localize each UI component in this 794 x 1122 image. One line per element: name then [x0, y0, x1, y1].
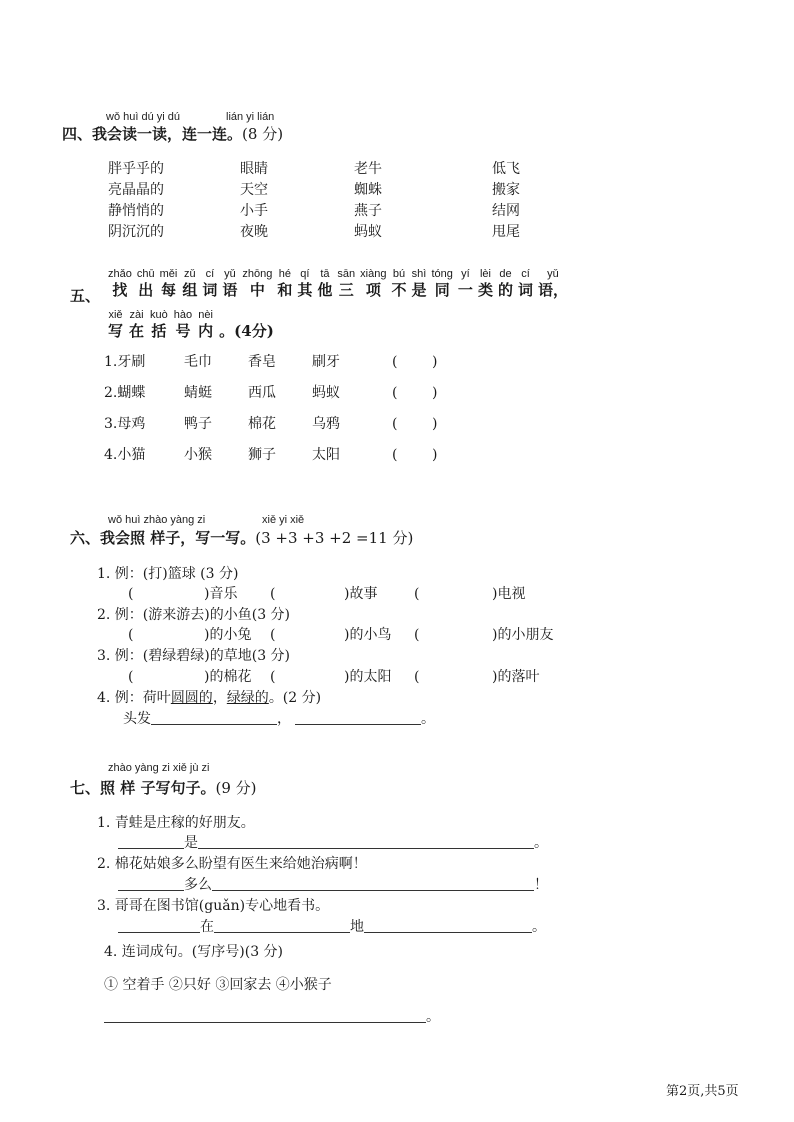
s5-ruby-char — [198, 309, 213, 340]
s6-q4-ex-pre: 4. 例：荷叶 — [97, 690, 171, 706]
s7-q4-blank[interactable] — [104, 1008, 426, 1023]
s5-ruby-char — [242, 268, 272, 299]
s5-answer-paren[interactable]: ) — [432, 447, 438, 463]
s5-ruby-pinyin: bú — [392, 268, 406, 280]
s5-ruby-hanzi: 写 — [108, 322, 124, 340]
s5-ruby-pinyin: yǔ — [547, 268, 559, 280]
s5-ruby-char — [360, 268, 386, 299]
s5-ruby-pinyin: cí — [205, 268, 215, 280]
s5-answer-paren[interactable]: ) — [432, 385, 438, 401]
s5-word: 狮子 — [248, 447, 276, 463]
s5-ruby-pinyin: zǔ — [184, 268, 196, 280]
s6-answer-paren[interactable]: ( — [128, 627, 134, 643]
s5-ruby-char — [538, 268, 568, 299]
s7-q1-end: 。 — [534, 835, 548, 851]
s5-answer-paren[interactable]: ) — [432, 354, 438, 370]
s5-ruby-hanzi: 语， — [537, 281, 568, 299]
s5-ruby-char — [411, 268, 426, 299]
s5-ruby-hanzi: 词 — [202, 281, 218, 299]
s5-ruby-pinyin: xiě — [108, 309, 123, 321]
s6-heading — [70, 528, 413, 548]
s5-ruby-char — [432, 268, 453, 299]
s5-title-tail-text: 。(4分) — [219, 322, 274, 340]
s5-ruby-pinyin: tā — [320, 268, 330, 280]
s5-ruby-pinyin: zài — [129, 309, 144, 321]
s4-word[interactable]: 低飞 — [492, 161, 520, 177]
s5-answer-paren[interactable]: ( — [392, 385, 398, 401]
s5-title-line2 — [108, 309, 274, 340]
s7-q4: 4. 连词成句。(写序号)(3 分) — [104, 944, 284, 960]
s5-answer-paren[interactable]: ) — [432, 416, 438, 432]
s5-word: 香皂 — [248, 354, 276, 370]
s4-word[interactable]: 结网 — [492, 203, 520, 219]
s5-ruby-char — [160, 268, 178, 299]
s5-ruby-pinyin: hào — [173, 309, 193, 321]
s5-ruby-char — [150, 309, 168, 340]
s7-q2-blank-2[interactable] — [212, 876, 534, 891]
s6-number: 六、 — [70, 529, 101, 547]
s5-word: 蜻蜓 — [184, 385, 212, 401]
s4-word[interactable]: 阴沉沉的 — [108, 224, 164, 240]
s6-answer-word: )的落叶 — [492, 669, 540, 685]
s5-ruby-hanzi: 括 — [151, 322, 167, 340]
s7-q1-blank-1[interactable] — [118, 834, 184, 849]
s5-word: 蚂蚁 — [312, 385, 340, 401]
s5-word: 4.小猫 — [104, 447, 146, 463]
s5-word: 3.母鸡 — [104, 416, 146, 432]
s7-q3-blank-3[interactable] — [364, 918, 532, 933]
s6-pinyin-2: xiě yi xiě — [262, 514, 305, 526]
s5-ruby-hanzi: 内 — [198, 322, 214, 340]
s6-title: 我会照 样子，写一写。 — [100, 529, 256, 547]
s6-q3-example: 3. 例：(碧绿碧绿)的草地(3 分) — [97, 648, 291, 664]
s7-q1-blank-2[interactable] — [198, 834, 534, 849]
s5-ruby-char — [458, 268, 473, 299]
s6-answer-paren[interactable]: ( — [270, 627, 276, 643]
s5-ruby-hanzi: 同 — [434, 281, 450, 299]
s5-ruby-hanzi: 他 — [317, 281, 333, 299]
s5-title-line1 — [108, 268, 573, 299]
s6-answer-paren[interactable]: ( — [414, 627, 420, 643]
s7-q1: 1. 青蛙是庄稼的好朋友。 — [97, 815, 255, 831]
s6-pinyin-1: wǒ huì zhào yàng zi — [108, 514, 206, 526]
s5-answer-paren[interactable]: ( — [392, 416, 398, 432]
s6-answer-paren[interactable]: ( — [414, 586, 420, 602]
s6-answer-word: )故事 — [344, 586, 378, 602]
s7-q4-answer — [104, 1008, 440, 1026]
s5-ruby-hanzi: 号 — [175, 322, 191, 340]
s5-ruby-hanzi: 组 — [182, 281, 198, 299]
s5-ruby-pinyin: kuò — [150, 309, 168, 321]
s4-word[interactable]: 蚂蚁 — [354, 224, 382, 240]
s5-ruby-char — [129, 309, 144, 340]
s5-ruby-hanzi: 三 — [338, 281, 354, 299]
s4-word[interactable]: 蜘蛛 — [354, 182, 382, 198]
s4-word[interactable]: 老牛 — [354, 161, 382, 177]
s6-answer-word: )的小兔 — [204, 627, 252, 643]
s5-ruby-char — [277, 268, 292, 299]
s5-word: 太阳 — [312, 447, 340, 463]
s4-heading — [62, 124, 283, 144]
s5-ruby-hanzi: 找 — [112, 281, 128, 299]
s5-ruby-char — [391, 268, 406, 299]
s4-word[interactable]: 夜晚 — [240, 224, 268, 240]
s4-word[interactable]: 甩尾 — [492, 224, 520, 240]
page-number: 第2页,共5页 — [666, 1084, 739, 1099]
s6-answer-word: )的小鸟 — [344, 627, 392, 643]
s5-ruby-char — [498, 268, 513, 299]
s5-ruby-pinyin: qí — [300, 268, 310, 280]
s5-ruby-hanzi: 每 — [160, 281, 176, 299]
s7-q3-blank-2[interactable] — [214, 918, 350, 933]
s4-word[interactable]: 静悄悄的 — [108, 203, 164, 219]
s5-ruby-char — [297, 268, 312, 299]
s5-ruby-char — [137, 268, 155, 299]
s6-answer-word: )的太阳 — [344, 669, 392, 685]
s5-ruby-hanzi: 语 — [222, 281, 238, 299]
s5-ruby-pinyin: hé — [278, 268, 291, 280]
s5-word: 棉花 — [248, 416, 276, 432]
s6-q4-answer — [123, 710, 435, 728]
s5-ruby-char — [478, 268, 493, 299]
s4-word[interactable]: 胖乎乎的 — [108, 161, 164, 177]
s6-answer-word: )的小朋友 — [492, 627, 554, 643]
s5-ruby-char — [202, 268, 217, 299]
s5-ruby-char — [182, 268, 197, 299]
s5-ruby-char — [222, 268, 237, 299]
s5-ruby-pinyin: lèi — [479, 268, 491, 280]
s7-q4-options: ① 空着手 ②只好 ③回家去 ④小猴子 — [104, 977, 332, 993]
s6-q4-sep: ， — [212, 690, 227, 706]
s4-word[interactable]: 天空 — [240, 182, 268, 198]
s7-score: (9 分) — [215, 779, 257, 797]
s6-answer-word: )电视 — [492, 586, 526, 602]
s5-ruby-pinyin: nèi — [198, 309, 213, 321]
s5-word: 刷牙 — [312, 354, 340, 370]
s4-pinyin-1: wǒ huì dú yi dú — [106, 111, 180, 123]
s5-ruby-char — [337, 268, 355, 299]
s6-q4-ex-post: 。(2 分) — [268, 690, 322, 706]
s5-word: 小猴 — [184, 447, 212, 463]
s5-ruby-pinyin: shì — [411, 268, 427, 280]
s7-heading — [70, 778, 257, 798]
s5-ruby-pinyin: tóng — [431, 268, 453, 280]
s6-answer-paren[interactable]: ( — [414, 669, 420, 685]
s4-score: (8 分) — [242, 125, 284, 143]
s7-q4-end: 。 — [426, 1009, 440, 1025]
s7-q3-end: 。 — [532, 919, 546, 935]
s6-q4-example — [97, 689, 321, 707]
s7-pinyin: zhào yàng zi xiě jù zi — [108, 762, 210, 774]
s6-answer-paren[interactable]: ( — [270, 586, 276, 602]
s5-ruby-hanzi: 其 — [297, 281, 313, 299]
s7-q2-answer — [118, 876, 548, 894]
s4-word[interactable]: 搬家 — [492, 182, 520, 198]
s5-ruby-char — [108, 309, 123, 340]
s5-ruby-pinyin: zhǎo — [108, 268, 132, 280]
s5-ruby-pinyin: xiàng — [360, 268, 387, 280]
s5-ruby-hanzi: 不 — [391, 281, 407, 299]
s5-ruby-char — [108, 268, 132, 299]
s6-answer-word: )音乐 — [204, 586, 238, 602]
s5-ruby-hanzi: 项 — [365, 281, 381, 299]
s7-q2-end: ！ — [534, 877, 548, 893]
s5-word: 2.蝴蝶 — [104, 385, 146, 401]
s7-q1-answer — [118, 834, 548, 852]
s7-title: 照 样 子写句子。 — [100, 779, 216, 797]
s5-word: 西瓜 — [248, 385, 276, 401]
s4-word[interactable]: 燕子 — [354, 203, 382, 219]
s5-ruby-hanzi: 词 — [517, 281, 533, 299]
s5-ruby-hanzi: 在 — [129, 322, 145, 340]
s6-q4-answer-pre: 头发 — [123, 711, 151, 727]
s5-ruby-pinyin: chū — [136, 268, 155, 280]
s6-q2-example: 2. 例：(游来游去)的小鱼(3 分) — [97, 607, 291, 623]
s5-ruby-char — [174, 309, 192, 340]
s5-ruby-pinyin: zhōng — [242, 268, 273, 280]
s7-q2: 2. 棉花姑娘多么盼望有医生来给她治病啊！ — [97, 856, 367, 872]
s5-ruby-hanzi: 出 — [138, 281, 154, 299]
s4-word[interactable]: 亮晶晶的 — [108, 182, 164, 198]
s5-answer-paren[interactable]: ( — [392, 354, 398, 370]
s5-word: 1.牙刷 — [104, 354, 146, 370]
s5-ruby-hanzi: 和 — [277, 281, 293, 299]
s6-answer-word: )的棉花 — [204, 669, 252, 685]
s7-number: 七、 — [70, 779, 101, 797]
s5-ruby-pinyin: yǔ — [224, 268, 236, 280]
s7-q3-word-1: 在 — [200, 919, 214, 935]
s5-answer-paren[interactable]: ( — [392, 447, 398, 463]
s6-q1-example: 1. 例：(打)篮球 (3 分) — [97, 566, 239, 582]
s7-q3-word-2: 地 — [350, 919, 364, 935]
s5-ruby-pinyin: de — [499, 268, 512, 280]
s5-ruby-pinyin: cí — [521, 268, 530, 280]
s7-q3: 3. 哥哥在图书馆(guǎn)专心地看书。 — [97, 898, 330, 914]
s5-ruby-char — [317, 268, 332, 299]
s6-q4-underlined-2: 绿绿的 — [226, 690, 269, 706]
s5-ruby-hanzi: 类 — [477, 281, 493, 299]
s5-word: 毛巾 — [184, 354, 212, 370]
s6-q4-answer-sep: ， — [277, 711, 291, 727]
s7-q3-blank-1[interactable] — [118, 918, 200, 933]
s6-q4-answer-end: 。 — [421, 711, 435, 727]
s6-score: (3 +3 +3 +2 =11 分) — [255, 529, 414, 547]
s5-ruby-char — [518, 268, 533, 299]
s4-number: 四、 — [62, 125, 93, 143]
s6-answer-paren[interactable]: ( — [128, 669, 134, 685]
s4-pinyin-2: lián yi lián — [226, 111, 275, 123]
s5-word: 乌鸦 — [312, 416, 340, 432]
s5-ruby-hanzi: 是 — [411, 281, 427, 299]
s5-word: 鸭子 — [184, 416, 212, 432]
s6-q4-underlined-1: 圆圆的 — [170, 690, 213, 706]
s4-word[interactable]: 小手 — [240, 203, 268, 219]
s4-title: 我会读一读，连一连。 — [92, 125, 243, 143]
s7-q3-answer — [118, 918, 546, 936]
s5-number: 五、 — [70, 287, 101, 305]
s4-word[interactable]: 眼睛 — [240, 161, 268, 177]
s6-answer-paren[interactable]: ( — [128, 586, 134, 602]
s5-ruby-pinyin: sān — [337, 268, 356, 280]
s6-q4-blank-2[interactable] — [295, 710, 421, 725]
s5-ruby-pinyin: měi — [159, 268, 178, 280]
s5-ruby-hanzi: 的 — [497, 281, 513, 299]
s6-answer-paren[interactable]: ( — [270, 669, 276, 685]
s7-q2-word: 多么 — [184, 877, 212, 893]
s5-ruby-hanzi: 一 — [457, 281, 473, 299]
s5-title-tail — [219, 322, 274, 340]
s5-ruby-hanzi: 中 — [249, 281, 265, 299]
s7-q1-word: 是 — [184, 835, 198, 851]
s5-ruby-pinyin: yí — [461, 268, 470, 280]
s6-q4-blank-1[interactable] — [151, 710, 277, 725]
s7-q2-blank-1[interactable] — [118, 876, 184, 891]
